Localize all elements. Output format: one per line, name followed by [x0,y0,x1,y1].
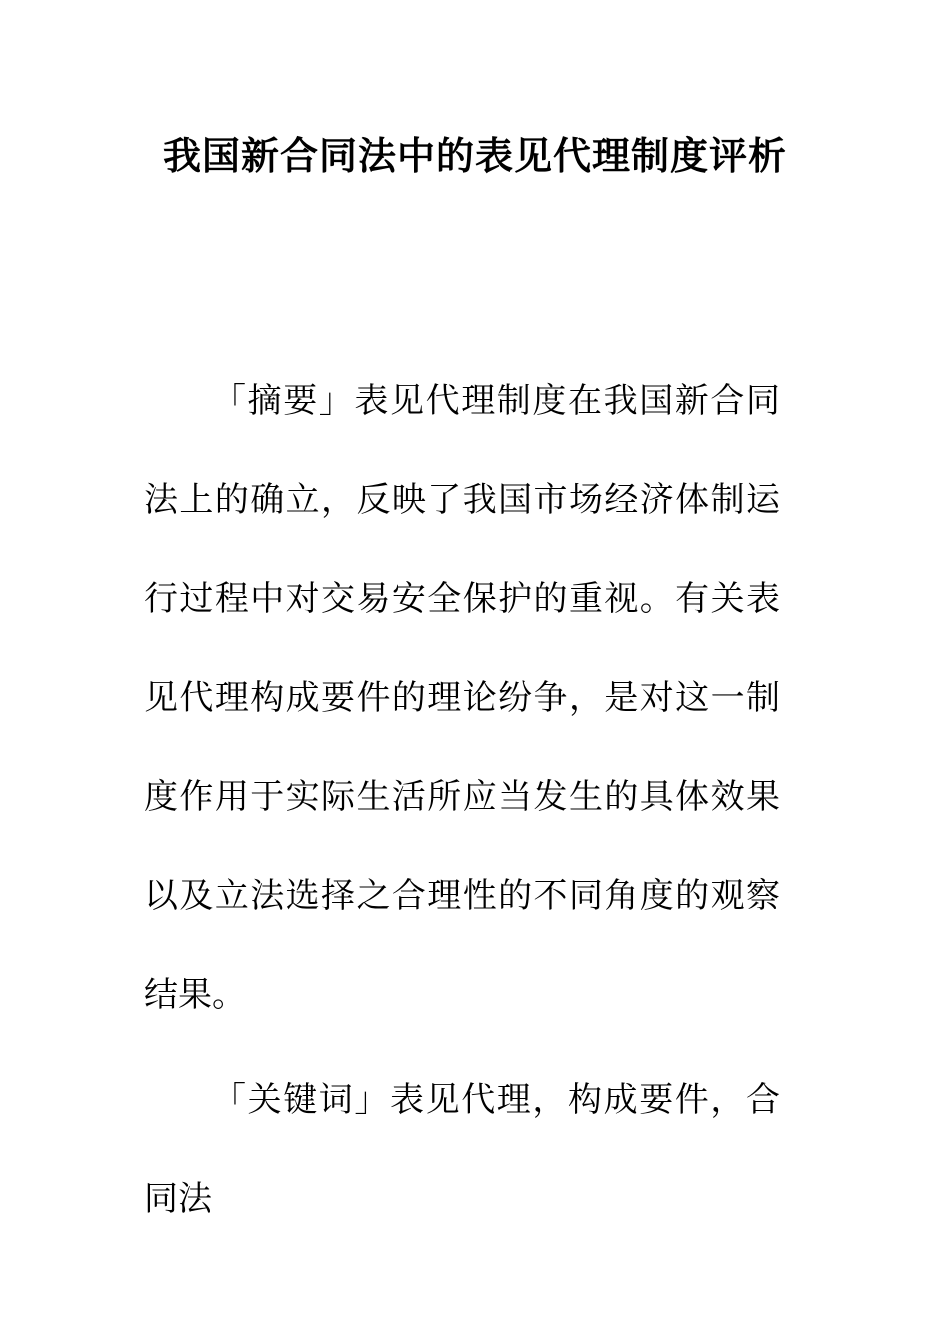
abstract-paragraph: 「摘要」表见代理制度在我国新合同法上的确立，反映了我国市场经济体制运行过程中对交易安全保护的重视。有关表见代理构成要件的理论纷争，是对这一制度作用于实际生活所应当发生的具体效果以及立法选择之合理性的不同角度的观察结果。 [144,381,780,1015]
keywords-paragraph: 「关键词」表见代理，构成要件，合同法 [144,1080,780,1219]
document-title: 我国新合同法中的表见代理制度评析 [162,134,787,178]
